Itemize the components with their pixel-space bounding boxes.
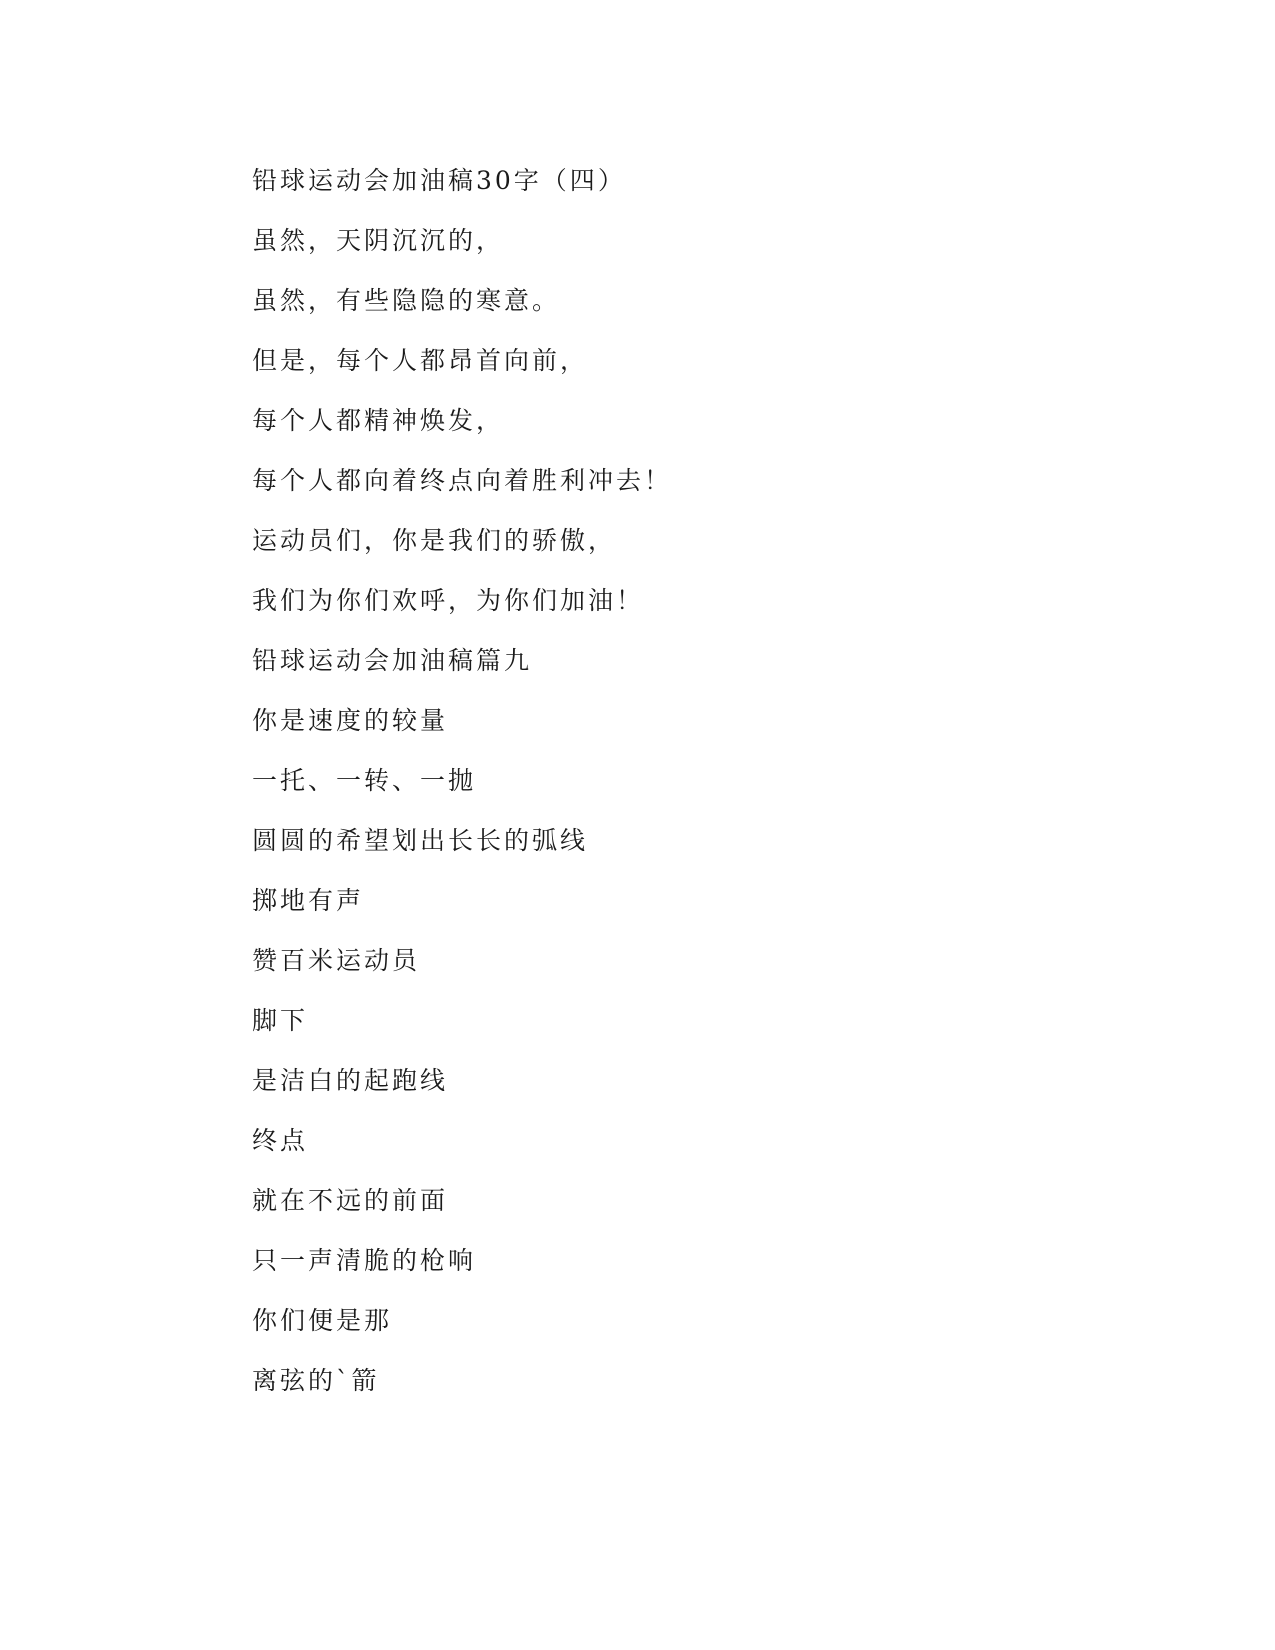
text-line: 就在不远的前面 <box>252 1186 449 1215</box>
text-line: 每个人都精神焕发， <box>252 406 505 435</box>
text-lines <box>252 160 672 1420</box>
section-heading: 铅球运动会加油稿篇九 <box>252 646 533 675</box>
text-line: 赞百米运动员 <box>252 946 421 975</box>
section-heading: 铅球运动会加油稿30字（四） <box>252 166 626 195</box>
text-line: 你们便是那 <box>252 1306 393 1335</box>
text-line: 圆圆的希望划出长长的弧线 <box>252 826 589 855</box>
text-line: 终点 <box>252 1126 309 1155</box>
text-line: 掷地有声 <box>252 886 365 915</box>
text-line: 运动员们，你是我们的骄傲， <box>252 526 617 555</box>
text-line: 虽然，天阴沉沉的， <box>252 226 505 255</box>
text-line: 只一声清脆的枪响 <box>252 1246 477 1275</box>
text-line: 一托、一转、一抛 <box>252 766 477 795</box>
text-line: 脚下 <box>252 1006 309 1035</box>
text-line: 是洁白的起跑线 <box>252 1066 449 1095</box>
text-line: 我们为你们欢呼，为你们加油！ <box>252 586 645 615</box>
text-line: 但是，每个人都昂首向前， <box>252 346 589 375</box>
text-line: 虽然，有些隐隐的寒意。 <box>252 286 561 315</box>
text-line: 每个人都向着终点向着胜利冲去！ <box>252 466 673 495</box>
text-line: 离弦的`箭 <box>252 1366 380 1395</box>
text-line: 你是速度的较量 <box>252 706 449 735</box>
